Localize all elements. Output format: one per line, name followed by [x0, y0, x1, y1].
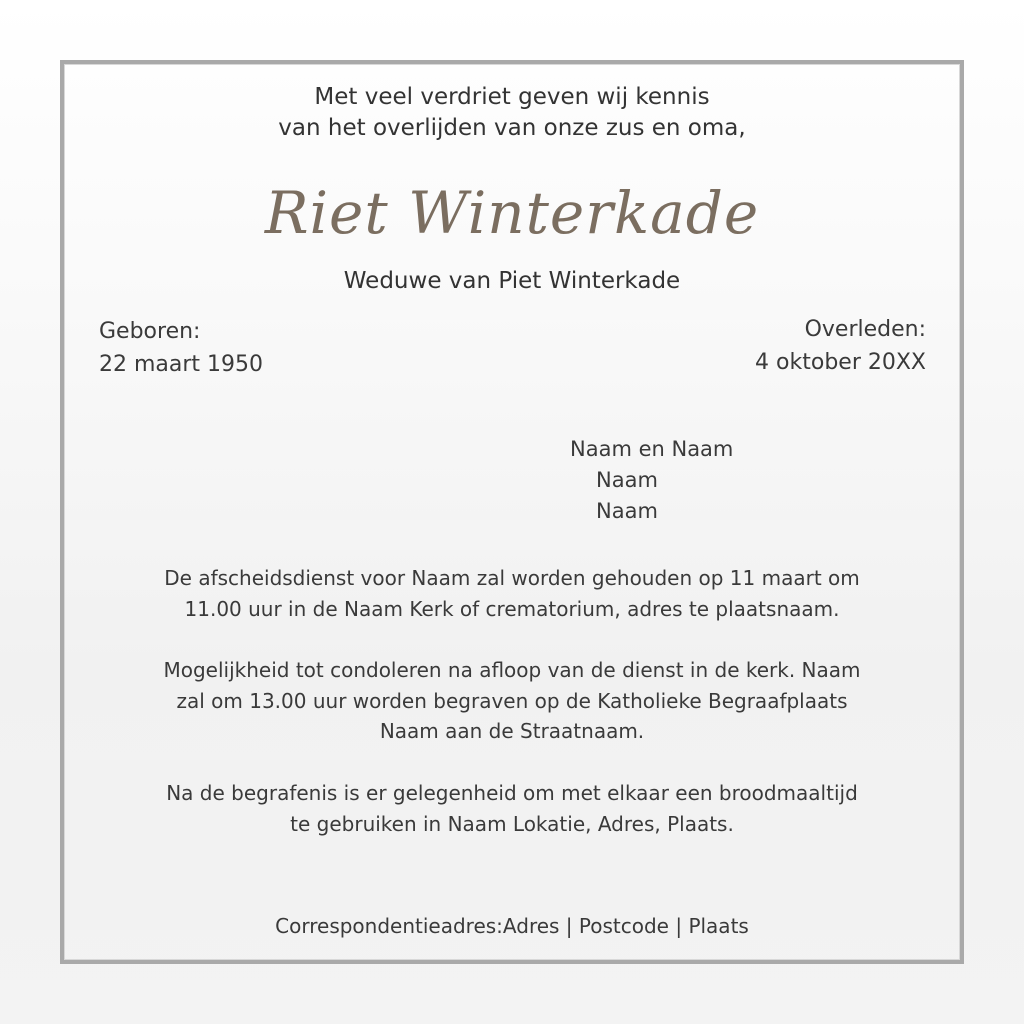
- condolences-line: Naam aan de Straatnaam.: [379, 719, 645, 743]
- reception-paragraph: [100, 778, 924, 839]
- condolences-line: zal om 13.00 uur worden begraven op de Katholieke Begraafplaats: [176, 688, 848, 713]
- service-paragraph: [100, 563, 924, 624]
- correspondence-address: Correspondentieadres:Adres | Postcode | Plaats: [275, 914, 749, 938]
- service-line: 11.00 uur in de Naam Kerk of crematorium, adres te plaatsnaam.: [184, 596, 840, 621]
- reception-line: te gebruiken in Naam Lokatie, Adres, Plaats.: [290, 811, 734, 836]
- death-date: 4 oktober 20XX: [755, 350, 926, 375]
- family-name-2: Naam: [596, 468, 658, 492]
- family-name-1: Naam en Naam: [570, 437, 734, 461]
- birth-label: Geboren:: [99, 319, 201, 344]
- widow-of-line: Weduwe van Piet Winterkade: [343, 268, 681, 294]
- intro-line-2: van het overlijden van onze zus en oma,: [278, 115, 746, 141]
- reception-line: Na de begrafenis is er gelegenheid om met elkaar een broodmaaltijd: [166, 781, 858, 805]
- family-name-3: Naam: [596, 499, 658, 523]
- birth-date: 22 maart 1950: [99, 352, 264, 377]
- condolences-paragraph: [100, 655, 924, 747]
- birth-block: [99, 315, 263, 381]
- service-line: De afscheidsdienst voor Naam zal worden gehouden op 11 maart om: [164, 566, 860, 590]
- death-label: Overleden:: [804, 317, 926, 342]
- intro-line-1: Met veel verdriet geven wij kennis: [314, 84, 710, 110]
- death-block: [755, 313, 926, 379]
- condolences-line: Mogelijkheid tot condoleren na afloop van de dienst in de kerk. Naam: [163, 658, 861, 682]
- deceased-name: Riet Winterkade: [264, 179, 760, 247]
